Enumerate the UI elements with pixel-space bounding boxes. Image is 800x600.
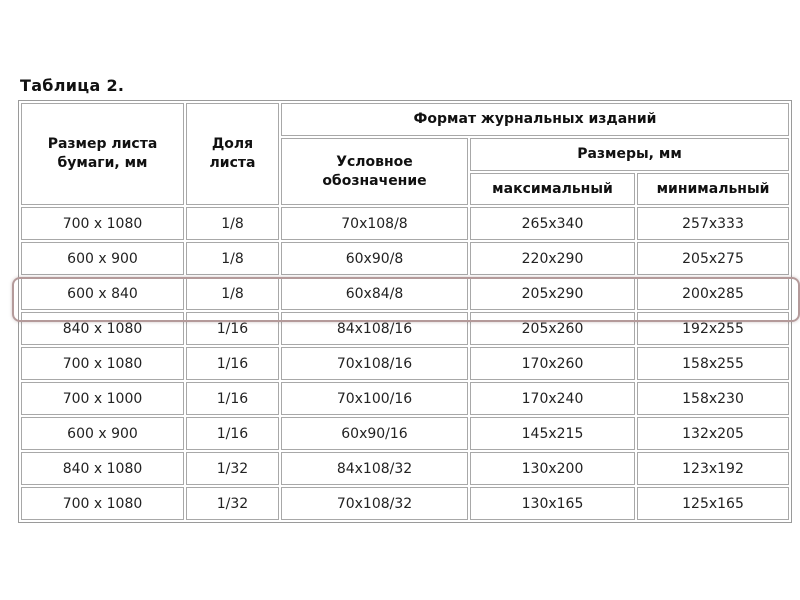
cell-sheet-size: 700 x 1080 xyxy=(21,487,184,520)
header-format-group: Формат журнальных изданий xyxy=(281,103,789,136)
cell-designation: 60x90/16 xyxy=(281,417,468,450)
cell-sheet-share: 1/8 xyxy=(186,242,279,275)
cell-max: 130x165 xyxy=(470,487,635,520)
cell-designation: 60x90/8 xyxy=(281,242,468,275)
cell-sheet-share: 1/32 xyxy=(186,452,279,485)
cell-min: 205x275 xyxy=(637,242,789,275)
cell-sheet-share: 1/16 xyxy=(186,312,279,345)
header-sizes-group: Размеры, мм xyxy=(470,138,789,171)
cell-min: 123x192 xyxy=(637,452,789,485)
format-table xyxy=(18,100,792,523)
cell-designation: 70x108/16 xyxy=(281,347,468,380)
cell-min: 132x205 xyxy=(637,417,789,450)
cell-sheet-size: 600 x 900 xyxy=(21,417,184,450)
cell-sheet-share: 1/16 xyxy=(186,347,279,380)
table-row xyxy=(21,452,789,485)
header-sheet-size: Размер листа бумаги, мм xyxy=(21,103,184,205)
cell-sheet-size: 840 x 1080 xyxy=(21,452,184,485)
cell-max: 145x215 xyxy=(470,417,635,450)
cell-designation: 70x108/32 xyxy=(281,487,468,520)
cell-min: 192x255 xyxy=(637,312,789,345)
cell-sheet-size: 600 x 900 xyxy=(21,242,184,275)
cell-sheet-size: 700 x 1080 xyxy=(21,347,184,380)
table-row xyxy=(21,312,789,345)
cell-designation: 84x108/16 xyxy=(281,312,468,345)
cell-designation: 70x108/8 xyxy=(281,207,468,240)
header-min: минимальный xyxy=(637,173,789,205)
cell-sheet-size: 600 x 840 xyxy=(21,277,184,310)
cell-max: 265x340 xyxy=(470,207,635,240)
cell-max: 170x240 xyxy=(470,382,635,415)
cell-sheet-share: 1/16 xyxy=(186,382,279,415)
cell-max: 170x260 xyxy=(470,347,635,380)
table-row xyxy=(21,382,789,415)
cell-max: 220x290 xyxy=(470,242,635,275)
cell-min: 200x285 xyxy=(637,277,789,310)
cell-designation: 84x108/32 xyxy=(281,452,468,485)
cell-min: 158x230 xyxy=(637,382,789,415)
header-max: максимальный xyxy=(470,173,635,205)
cell-sheet-share: 1/8 xyxy=(186,277,279,310)
cell-min: 125x165 xyxy=(637,487,789,520)
cell-sheet-share: 1/32 xyxy=(186,487,279,520)
table-header xyxy=(21,103,789,205)
cell-min: 158x255 xyxy=(637,347,789,380)
cell-max: 205x290 xyxy=(470,277,635,310)
cell-sheet-share: 1/8 xyxy=(186,207,279,240)
table-body xyxy=(21,207,789,520)
header-designation: Условное обозначение xyxy=(281,138,468,205)
table-row xyxy=(21,207,789,240)
table-caption: Таблица 2. xyxy=(20,76,125,95)
cell-designation: 70x100/16 xyxy=(281,382,468,415)
table-row-highlighted xyxy=(21,277,789,310)
cell-sheet-share: 1/16 xyxy=(186,417,279,450)
cell-sheet-size: 700 x 1080 xyxy=(21,207,184,240)
table-row xyxy=(21,347,789,380)
cell-sheet-size: 700 x 1000 xyxy=(21,382,184,415)
cell-min: 257x333 xyxy=(637,207,789,240)
table-container xyxy=(18,100,792,523)
header-sheet-share: Доля листа xyxy=(186,103,279,205)
cell-max: 205x260 xyxy=(470,312,635,345)
table-row xyxy=(21,242,789,275)
cell-max: 130x200 xyxy=(470,452,635,485)
cell-sheet-size: 840 x 1080 xyxy=(21,312,184,345)
cell-designation: 60x84/8 xyxy=(281,277,468,310)
table-row xyxy=(21,417,789,450)
table-row xyxy=(21,487,789,520)
